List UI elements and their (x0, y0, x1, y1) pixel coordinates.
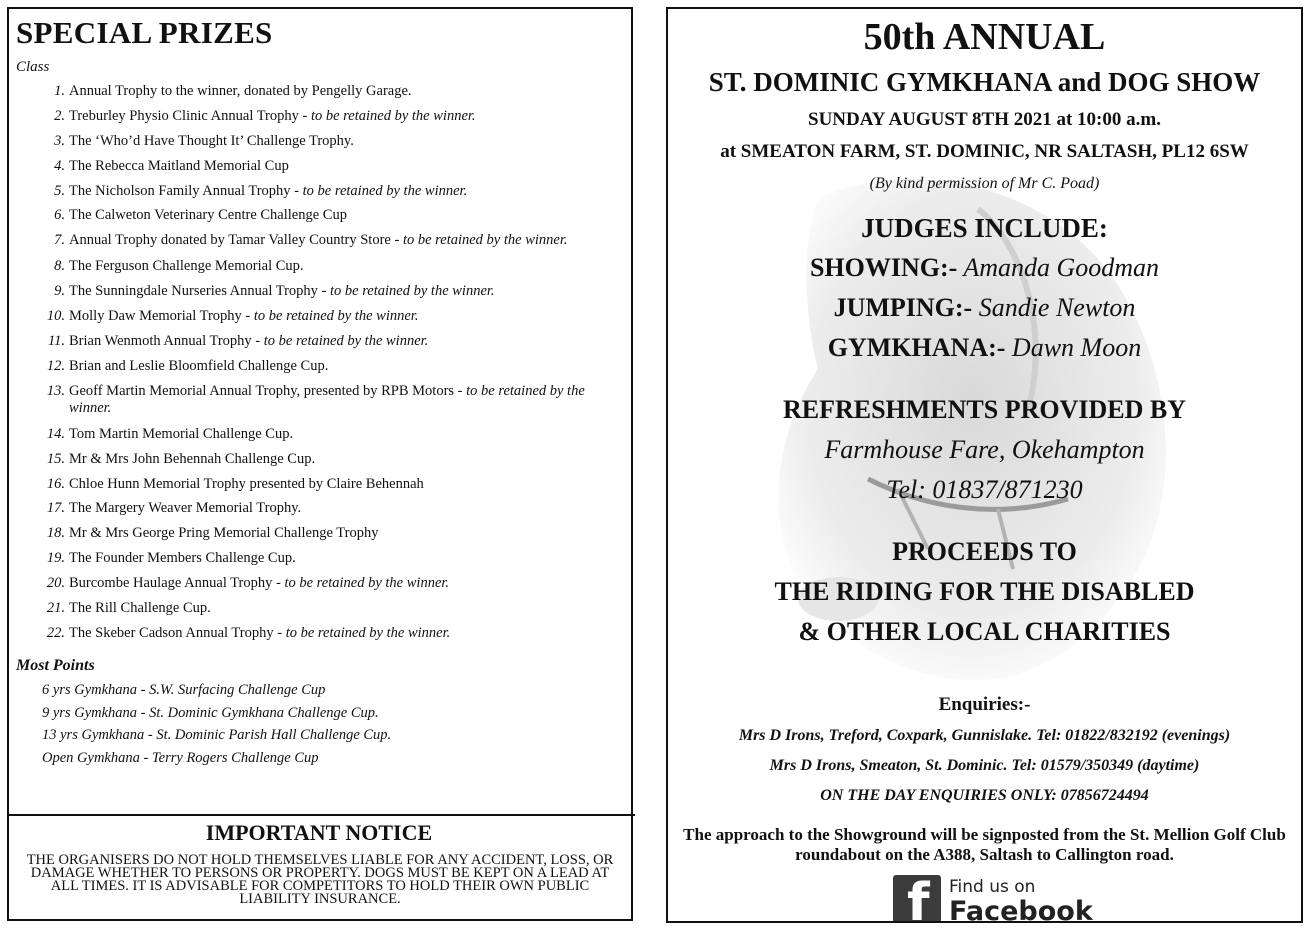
prize-item (9, 525, 629, 542)
enquiry-contact: Mrs D Irons, Smeaton, St. Dominic. Tel: 01579/350349 (daytime) (769, 757, 1200, 774)
facebook-badge[interactable] (893, 873, 1093, 923)
enquiry-contact: ON THE DAY ENQUIRIES ONLY: 07856724494 (820, 787, 1149, 804)
prize-note: - to be retained by the winner. (273, 624, 451, 641)
prize-text (69, 426, 629, 443)
prize-item (9, 183, 629, 200)
prize-text (69, 383, 629, 417)
prize-text (69, 207, 629, 224)
prize-text (69, 83, 629, 100)
prize-item (9, 83, 629, 100)
prize-item (9, 575, 629, 592)
prize-name: The Rill Challenge Cup. (69, 600, 211, 617)
prize-number: 7. (54, 232, 65, 249)
prize-number: 17. (46, 500, 65, 517)
prize-text (69, 550, 629, 567)
prize-name: The Rebecca Maitland Memorial Cup (69, 157, 289, 174)
prize-name: Annual Trophy donated by Tamar Valley Country Store (69, 232, 391, 249)
most-points-item: Open Gymkhana - Terry Rogers Challenge Cup (42, 749, 319, 766)
prize-number: 6. (54, 207, 65, 224)
prize-text (69, 158, 629, 175)
prize-text (69, 108, 629, 125)
prize-name: Brian and Leslie Bloomfield Challenge Cup. (69, 357, 329, 374)
prize-name: Brian Wenmoth Annual Trophy (69, 333, 252, 350)
most-points-item: 13 yrs Gymkhana - St. Dominic Parish Hall Challenge Cup. (42, 727, 392, 743)
prize-number: 19. (46, 550, 65, 567)
prize-name: Burcombe Haulage Annual Trophy (69, 575, 273, 592)
prize-number: 9. (54, 283, 65, 300)
prize-number: 4. (54, 157, 65, 174)
prize-number: 13. (46, 382, 65, 399)
prize-name: Geoff Martin Memorial Annual Trophy, presented by RPB Motors (69, 382, 455, 399)
prize-number: 22. (46, 624, 65, 641)
important-notice-title: IMPORTANT NOTICE (205, 820, 433, 845)
facebook-wordmark: Facebook (949, 896, 1093, 923)
class-label: Class (16, 59, 50, 75)
prize-note: - to be retained by the winner. (317, 283, 495, 300)
facebook-icon-letter: f (907, 875, 930, 923)
prize-name: The Skeber Cadson Annual Trophy (69, 624, 274, 641)
judge-jumping (668, 293, 1301, 323)
special-prizes-title: SPECIAL PRIZES (16, 15, 273, 50)
prize-number: 10. (46, 308, 65, 325)
prize-name: Chloe Hunn Memorial Trophy presented by Claire Behennah (69, 475, 424, 492)
refreshments-phone: Tel: 01837/871230 (886, 475, 1083, 504)
enquiries-heading: Enquiries:- (938, 694, 1031, 715)
prize-name: Annual Trophy to the winner, donated by Pengelly Garage. (69, 83, 412, 99)
prize-item (9, 333, 629, 350)
prize-item (9, 283, 629, 300)
judge-role: JUMPING:- (833, 293, 973, 322)
prize-name: The Founder Members Challenge Cup. (69, 550, 296, 567)
judge-name: Dawn Moon (1005, 333, 1142, 362)
judge-role: SHOWING:- (809, 253, 958, 282)
refreshments-provider: Farmhouse Fare, Okehampton (824, 435, 1145, 464)
prize-note: - to be retained by the winner. (69, 382, 585, 416)
prize-number: 12. (46, 357, 65, 374)
most-points-item: 9 yrs Gymkhana - St. Dominic Gymkhana Challenge Cup. (42, 704, 379, 721)
prize-note: - to be retained by the winner. (390, 232, 568, 249)
prize-name: The ‘Who’d Have Thought It’ Challenge Trophy. (69, 132, 354, 149)
prize-number: 18. (46, 525, 65, 542)
event-date: SUNDAY AUGUST 8TH 2021 at 10:00 a.m. (808, 109, 1161, 130)
judges-heading: JUDGES INCLUDE: (861, 213, 1108, 243)
prize-text (69, 308, 629, 325)
prize-note: - to be retained by the winner. (290, 182, 468, 199)
refreshments-heading: REFRESHMENTS PROVIDED BY (782, 395, 1187, 424)
prize-text (69, 451, 629, 468)
judge-role: GYMKHANA:- (827, 333, 1006, 362)
proceeds-line: & OTHER LOCAL CHARITIES (798, 617, 1171, 646)
prize-item (9, 158, 629, 175)
prize-number: 3. (54, 132, 65, 149)
prize-item (9, 108, 629, 125)
prize-number: 8. (54, 258, 65, 275)
prize-item (9, 308, 629, 325)
prize-name: The Ferguson Challenge Memorial Cup. (69, 258, 304, 275)
prize-number: 15. (46, 450, 65, 467)
prize-text (69, 133, 629, 150)
prize-text (69, 476, 629, 493)
proceeds-line: THE RIDING FOR THE DISABLED (774, 577, 1195, 606)
prize-text (69, 500, 629, 517)
prize-item (9, 451, 629, 468)
prize-note: - to be retained by the winner. (251, 333, 429, 350)
prize-name: The Sunningdale Nurseries Annual Trophy (69, 283, 318, 300)
prize-text (69, 625, 629, 642)
prize-item (9, 133, 629, 150)
event-flyer-panel (666, 7, 1303, 923)
prize-text (69, 333, 629, 350)
anniversary-title: 50th ANNUAL (863, 16, 1106, 58)
prize-name: Treburley Physio Clinic Annual Trophy (69, 107, 299, 124)
prize-name: The Margery Weaver Memorial Trophy. (69, 500, 302, 517)
flyer-content (668, 9, 1301, 921)
prize-text (69, 575, 629, 592)
most-points-item: 6 yrs Gymkhana - S.W. Surfacing Challenge Cup (42, 682, 326, 698)
judge-gymkhana (668, 333, 1301, 363)
special-prizes-panel (7, 7, 633, 921)
most-points-label: Most Points (16, 657, 95, 674)
enquiry-contact: Mrs D Irons, Treford, Coxpark, Gunnislake. Tel: 01822/832192 (evenings) (738, 727, 1231, 744)
prize-number: 2. (54, 107, 65, 124)
prize-item (9, 476, 629, 493)
prize-name: Mr & Mrs George Pring Memorial Challenge Trophy (69, 525, 379, 542)
prize-item (9, 600, 629, 617)
proceeds-line: PROCEEDS TO (892, 537, 1077, 566)
prize-list (9, 83, 629, 650)
judge-showing (668, 253, 1301, 283)
prize-number: 11. (47, 333, 65, 350)
facebook-find-us: Find us on (949, 877, 1036, 897)
prize-name: The Nicholson Family Annual Trophy (69, 182, 291, 199)
directions-note: The approach to the Showground will be signposted from the St. Mellion Golf Club roundabout on the A388, Saltash to Callington road. (683, 825, 1286, 864)
judge-name: Amanda Goodman (957, 253, 1160, 282)
prize-name: Mr & Mrs John Behennah Challenge Cup. (69, 450, 316, 467)
prize-text (69, 600, 629, 617)
facebook-icon (893, 875, 941, 923)
prize-text (69, 232, 629, 249)
prize-item (9, 207, 629, 224)
important-notice-text: THE ORGANISERS DO NOT HOLD THEMSELVES LIABLE FOR ANY ACCIDENT, LOSS, OR DAMAGE WHETHER TO PERSONS OR PROPERTY. DOGS MUST BE KEPT ON A LEAD AT ALL TIMES. IT IS ADVISABLE FOR COMPETITORS TO HOLD THEIR OWN PUBLIC LIABILITY INSURANCE. (26, 852, 614, 907)
prize-name: The Calweton Veterinary Centre Challenge Cup (69, 207, 347, 224)
prize-number: 5. (54, 182, 65, 199)
prize-name: Molly Daw Memorial Trophy (69, 308, 242, 325)
event-name: ST. DOMINIC GYMKHANA and DOG SHOW (708, 67, 1261, 97)
prize-text (69, 358, 629, 375)
prize-text (69, 283, 629, 300)
event-venue: at SMEATON FARM, ST. DOMINIC, NR SALTASH, PL12 6SW (720, 141, 1249, 162)
prize-text (69, 258, 629, 275)
permission-note: (By kind permission of Mr C. Poad) (869, 175, 1100, 192)
prize-number: 16. (46, 475, 65, 492)
prize-number: 21. (46, 600, 65, 617)
prize-note: - to be retained by the winner. (298, 107, 476, 124)
prize-item (9, 625, 629, 642)
judge-name: Sandie Newton (972, 293, 1136, 322)
prize-item (9, 232, 629, 249)
prize-number: 14. (46, 425, 65, 442)
most-points-list (42, 682, 391, 772)
prize-item (9, 383, 629, 417)
prize-number: 20. (46, 575, 65, 592)
prize-item (9, 550, 629, 567)
notice-divider (9, 814, 635, 816)
prize-item (9, 500, 629, 517)
prize-note: - to be retained by the winner. (272, 575, 450, 592)
prize-note: - to be retained by the winner. (241, 308, 419, 325)
prize-item (9, 426, 629, 443)
prize-item (9, 258, 629, 275)
prize-text (69, 525, 629, 542)
prize-number: 1. (54, 83, 65, 99)
prize-text (69, 183, 629, 200)
prize-name: Tom Martin Memorial Challenge Cup. (69, 425, 294, 442)
prize-item (9, 358, 629, 375)
